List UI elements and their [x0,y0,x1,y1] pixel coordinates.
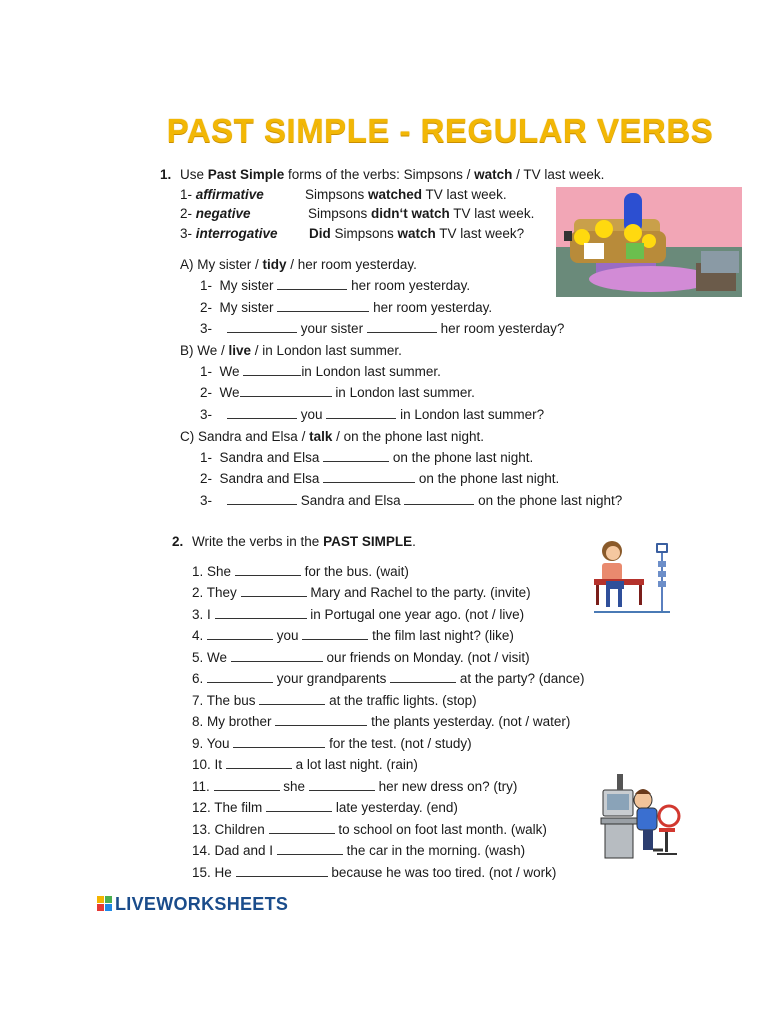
text: 1- [200,450,213,465]
example-affirmative-sentence [305,187,507,203]
answer-blank[interactable] [207,628,273,640]
answer-blank[interactable] [214,779,280,791]
example-negative [180,206,251,222]
text: our friends on Monday. (not / visit) [326,650,530,665]
text: to school on foot last month. (walk) [338,822,547,837]
answer-blank[interactable] [227,493,297,505]
answer-blank[interactable] [275,714,367,726]
example-affirmative [180,187,264,203]
answer-blank[interactable] [226,757,292,769]
list-item [192,865,556,881]
text: 2- [200,385,213,400]
section-c-line-2 [200,471,559,487]
answer-blank[interactable] [277,300,369,312]
text: B) We / [180,343,229,358]
text: on the phone last night. [392,450,534,465]
text: C) Sandra and Elsa / [180,429,310,444]
text: watch [474,167,513,182]
text: live [228,343,252,358]
section-a-heading [180,257,417,273]
list-item [192,585,531,601]
text: Simpsons [305,187,369,202]
exercise-1-instruction [160,167,604,183]
text: 2- [180,206,193,221]
text: her room yesterday. [351,278,471,293]
list-item [192,650,530,666]
text: 6. [192,671,204,686]
answer-blank[interactable] [390,671,456,683]
text: 8. My brother [192,714,272,729]
text: in London last summer? [400,407,545,422]
answer-blank[interactable] [207,671,273,683]
text: 2. They [192,585,237,600]
list-item [192,736,472,752]
answer-blank[interactable] [227,407,297,419]
text: because he was too tired. (not / work) [331,865,557,880]
text: in Portugal one year ago. (not / live) [310,607,525,622]
text: 3. I [192,607,211,622]
list-item [192,693,477,709]
text: PAST SIMPLE [323,534,413,549]
text: 2- [200,300,213,315]
text: 1. She [192,564,232,579]
answer-blank[interactable] [259,693,325,705]
answer-blank[interactable] [367,321,437,333]
answer-blank[interactable] [309,779,375,791]
list-item [192,843,525,859]
text: in London last summer. [335,385,475,400]
text: Simpsons [308,206,372,221]
answer-blank[interactable] [323,471,415,483]
text: you [276,628,299,643]
text: talk [309,429,333,444]
text: forms of the verbs: Simpsons / [284,167,475,182]
list-item [192,564,409,580]
answer-blank[interactable] [277,843,343,855]
section-b-line-3 [200,407,544,423]
answer-blank[interactable] [277,278,347,290]
exercise-number: 1. [160,167,172,182]
list-item [192,822,547,838]
text: 1- [200,278,213,293]
text: 7. The bus [192,693,256,708]
text: at the traffic lights. (stop) [329,693,477,708]
text: 3- [200,407,213,422]
text: Write the verbs in the [192,534,324,549]
text: Sandra and Elsa [300,493,401,508]
text: at the party? (dance) [459,671,585,686]
answer-blank[interactable] [233,736,325,748]
text: she [283,779,306,794]
text: on the phone last night? [478,493,623,508]
text: 1- [180,187,193,202]
text: late yesterday. (end) [335,800,458,815]
section-a-line-2 [200,300,492,316]
answer-blank[interactable] [241,585,307,597]
text: tidy [262,257,287,272]
answer-blank[interactable] [231,650,323,662]
text: didn‘t watch [371,206,450,221]
answer-blank[interactable] [302,628,368,640]
liveworksheets-logo-icon [97,896,113,912]
list-item [192,607,524,623]
text: you [300,407,323,422]
answer-blank[interactable] [235,564,301,576]
text: her new dress on? (try) [378,779,518,794]
answer-blank[interactable] [227,321,297,333]
text: watch [397,226,436,241]
text: 2- [200,471,213,486]
page-title: PAST SIMPLE - REGULAR VERBS [166,112,714,149]
text: a lot last night. (rain) [295,757,418,772]
text: TV last week? [435,226,525,241]
example-label: negative [195,206,251,221]
list-item [192,714,570,730]
example-interrogative [180,226,278,242]
answer-blank[interactable] [215,607,307,619]
section-a-line-3 [200,321,564,337]
text: We [219,385,240,400]
answer-blank[interactable] [269,822,335,834]
simpsons-tv-image [556,187,742,297]
text: Mary and Rachel to the party. (invite) [310,585,531,600]
example-label: affirmative [195,187,264,202]
text: 15. He [192,865,232,880]
section-b-line-2 [200,385,475,401]
text: Use [180,167,208,182]
answer-blank[interactable] [266,800,332,812]
answer-blank[interactable] [323,450,389,462]
text: TV last week. [422,187,507,202]
text: 9. You [192,736,230,751]
section-c-line-1 [200,450,533,466]
example-interrogative-sentence [309,226,524,242]
tired-man-at-computer-image [597,772,683,860]
section-a-line-1 [200,278,470,294]
text: watched [368,187,423,202]
text: Sandra and Elsa [219,471,320,486]
text: TV last week. [449,206,535,221]
text: Simpsons [330,226,398,241]
text: the car in the morning. (wash) [346,843,526,858]
section-b-heading [180,343,402,359]
list-item [192,779,517,795]
example-negative-sentence [308,206,534,222]
text: 10. It [192,757,223,772]
girl-at-bus-stop-image [592,537,672,615]
text: 3- [200,321,213,336]
text: 3- [200,493,213,508]
text: in London last summer. [301,364,441,379]
text: / in London last summer. [251,343,402,358]
list-item [192,757,418,773]
section-c-heading [180,429,484,445]
text: for the bus. (wait) [304,564,409,579]
answer-blank[interactable] [326,407,396,419]
text: My sister [219,278,274,293]
text: . [412,534,416,549]
section-c-line-3 [200,493,622,509]
text: 14. Dad and I [192,843,274,858]
text: 5. We [192,650,228,665]
text: the film last night? (like) [372,628,514,643]
text: A) My sister / [180,257,263,272]
text: for the test. (not / study) [329,736,472,751]
text: 4. [192,628,204,643]
section-b-line-1 [200,364,441,380]
text: Past Simple [207,167,285,182]
answer-blank[interactable] [404,493,474,505]
text: Did [309,226,331,241]
text: 1- [200,364,213,379]
text: 12. The film [192,800,263,815]
exercise-number: 2. [172,534,184,549]
text: your grandparents [276,671,387,686]
text: My sister [219,300,274,315]
text: / TV last week. [512,167,605,182]
text: the plants yesterday. (not / water) [371,714,571,729]
list-item [192,800,458,816]
text: / on the phone last night. [332,429,484,444]
text: your sister [300,321,364,336]
text: Sandra and Elsa [219,450,320,465]
text: her room yesterday? [440,321,565,336]
answer-blank[interactable] [240,385,332,397]
text: her room yesterday. [373,300,493,315]
text: 3- [180,226,193,241]
text: / her room yesterday. [286,257,417,272]
list-item [192,671,584,687]
text: We [219,364,240,379]
answer-blank[interactable] [243,364,301,376]
text: 13. Children [192,822,265,837]
exercise-2-instruction [172,534,416,550]
answer-blank[interactable] [236,865,328,877]
list-item [192,628,514,644]
logo-text: LIVEWORKSHEETS [115,894,289,914]
text: 11. [192,779,210,794]
example-label: interrogative [195,226,278,241]
liveworksheets-logo [97,894,288,915]
text: on the phone last night. [418,471,560,486]
